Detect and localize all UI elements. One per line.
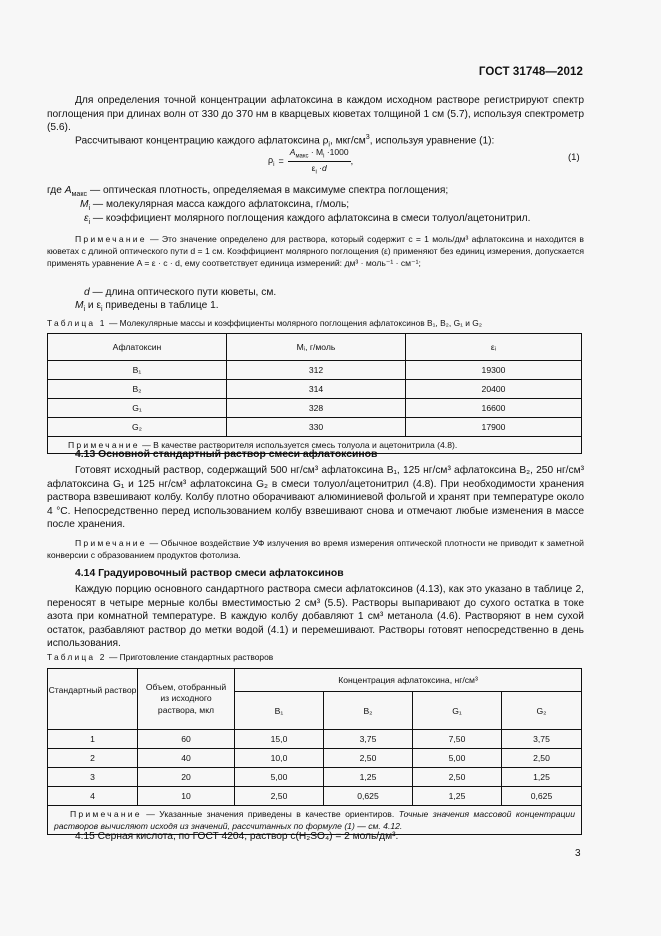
note-epsilon: Примечание — Это значение определено для раствора, который содержит c = 1 моль/дм³ афлатоксина и находится в кюветах с длиной оптического пути d = 1 см. Коэффициент молярного поглощения (ε) применяют без единиц измерения, допускается применять уравнение A = ε · c · d, ему соответствует единица измерений: дм³ · моль⁻¹ · см⁻¹; — [47, 234, 584, 268]
formula-numerator: $A_{макс} \cdot M_i \cdot 1000$ — [289, 147, 349, 160]
formula-denominator: $\varepsilon_i \cdot d$ — [311, 162, 327, 176]
table2 — [47, 668, 582, 835]
page-number: 3 — [575, 848, 581, 859]
definition-table-ref: $M_i$ и $\varepsilon_i$ приведены в таблице 1. — [75, 300, 219, 314]
document-code: ГОСТ 31748—2012 — [478, 66, 583, 78]
table1-row: G₁ 328 16600 — [48, 399, 582, 418]
table1-header-mass: Mᵢ, г/моль — [227, 334, 406, 361]
table1 — [47, 333, 582, 454]
table1-row: G₂ 330 17900 — [48, 418, 582, 437]
table2-header-standard: Стандартный раствор — [48, 669, 138, 730]
table2-row: 1 60 15,0 3,75 7,50 3,75 — [48, 730, 582, 749]
table1-row: B₂ 314 20400 — [48, 380, 582, 399]
definition-mi: $M_i$ — молекулярная масса каждого афлатоксина, г/моль; — [80, 199, 350, 213]
definition-a-max: где $A_{макс}$ — оптическая плотность, определяемая в максимуме спектра поглощения; — [47, 185, 449, 199]
table2-subheader-b2: B₂ — [324, 692, 413, 730]
table2-caption: Таблица 2 — Приготовление стандартных растворов — [47, 652, 274, 662]
section-4-13-note: Примечание — Обычное воздействие УФ излучения во время измерения оптической плотности не приводит к заметной конверсии с образованием продуктов фотолиза. — [47, 538, 584, 560]
definition-d: d — длина оптического пути кюветы, см. — [84, 287, 277, 298]
table2-subheader-g1: G₁ — [413, 692, 502, 730]
formula-lhs: $\rho_i$ — [268, 154, 275, 168]
intro-paragraph: Для определения точной концентрации афлатоксина в каждом исходном растворе регистрируют спектр поглощения при длинах волн от 330 до 370 нм в кварцевых кюветах толщиной 1 см (5.7), используя спектрометр (5.6). — [47, 95, 584, 134]
section-4-13-heading: 4.13 Основной стандартный раствор смеси афлатоксинов — [75, 449, 378, 460]
table2-row: 3 20 5,00 1,25 2,50 1,25 — [48, 768, 582, 787]
table2-subheader-b1: B₁ — [235, 692, 324, 730]
table1-note: Примечание — В качестве растворителя используется смесь толуола и ацетонитрила (4.8). — [48, 437, 582, 454]
table2-subheader-g2: G₂ — [502, 692, 582, 730]
formula-1: $\rho_i$ = $\frac{A_{макс} \cdot M_i \cdot 1000}{\varepsilon_i \cdot d}$ , — [268, 147, 354, 176]
section-4-14-heading: 4.14 Градуировочный раствор смеси афлатоксинов — [75, 568, 344, 579]
table1-header-epsilon: εᵢ — [406, 334, 582, 361]
table1-header-aflatoxin: Афлатоксин — [48, 334, 227, 361]
section-4-13-paragraph: Готовят исходный раствор, содержащий 500 нг/см³ афлатоксина B₁, 125 нг/см³ афлатоксина B₂, 250 нг/см³ афлатоксина G₁ и 125 нг/см³ афлатоксина G₂ в смеси толуол/ацетонитрил (4.8). При необходимости хранения раствора взвешивают колбу. Колбу плотно оборачивают алюминиевой фольгой и хранят при температуре около 4 °С. Непосредственно перед использованием колбу взвешивают снова и отмечают любые изменения в массе после хранения. — [47, 465, 584, 531]
definition-epsilon: $\varepsilon_i$ — коэффициент молярного поглощения каждого афлатоксина в смеси толуол/ацетонитрил. — [84, 213, 531, 227]
formula-fraction — [288, 147, 351, 175]
table2-row: 2 40 10,0 2,50 5,00 2,50 — [48, 749, 582, 768]
section-4-15: 4.15 Серная кислота, по ГОСТ 4204, раствор c(H₂SO₄) = 2 моль/дм³. — [75, 831, 399, 842]
table1-row: B₁ 312 19300 — [48, 361, 582, 380]
calc-paragraph: Рассчитывают концентрацию каждого афлатоксина $\rho_i$, мкг/$см^3$, используя уравнение (1): — [75, 133, 495, 149]
table2-row: 4 10 2,50 0,625 1,25 0,625 — [48, 787, 582, 806]
table2-note: Примечание — Указанные значения приведены в качестве ориентиров. Точные значения массовой концентрации растворов вычисляют исходя из значений, рассчитанных по формуле (1) — см. 4.12. — [48, 806, 582, 835]
table2-header-volume: Объем, отобранный из исходного раствора, мкл — [138, 669, 235, 730]
equation-number: (1) — [568, 152, 580, 163]
table2-header-concentration: Концентрация афлатоксина, нг/см³ — [235, 669, 582, 692]
table1-caption: Таблица 1 — Молекулярные массы и коэффициенты молярного поглощения афлатоксинов B₁, B₂, G₁ и G₂ — [47, 318, 483, 328]
section-4-14-paragraph: Каждую порцию основного сандартного раствора смеси афлатоксинов (4.13), как это указано в таблице 2, переносят в четыре мерные колбы вместимостью 2 см³ (5.5). Растворы выпаривают до сухого остатка в токе азота при комнатной температуре. В каждую колбу добавляют 1 см³ метанола (4.6). Растворяют в нем сухой остаток, разбавляют раствор до метки водой (4.1) и перемешивают. Растворы готовят непосредственно в день использования. — [47, 584, 584, 650]
